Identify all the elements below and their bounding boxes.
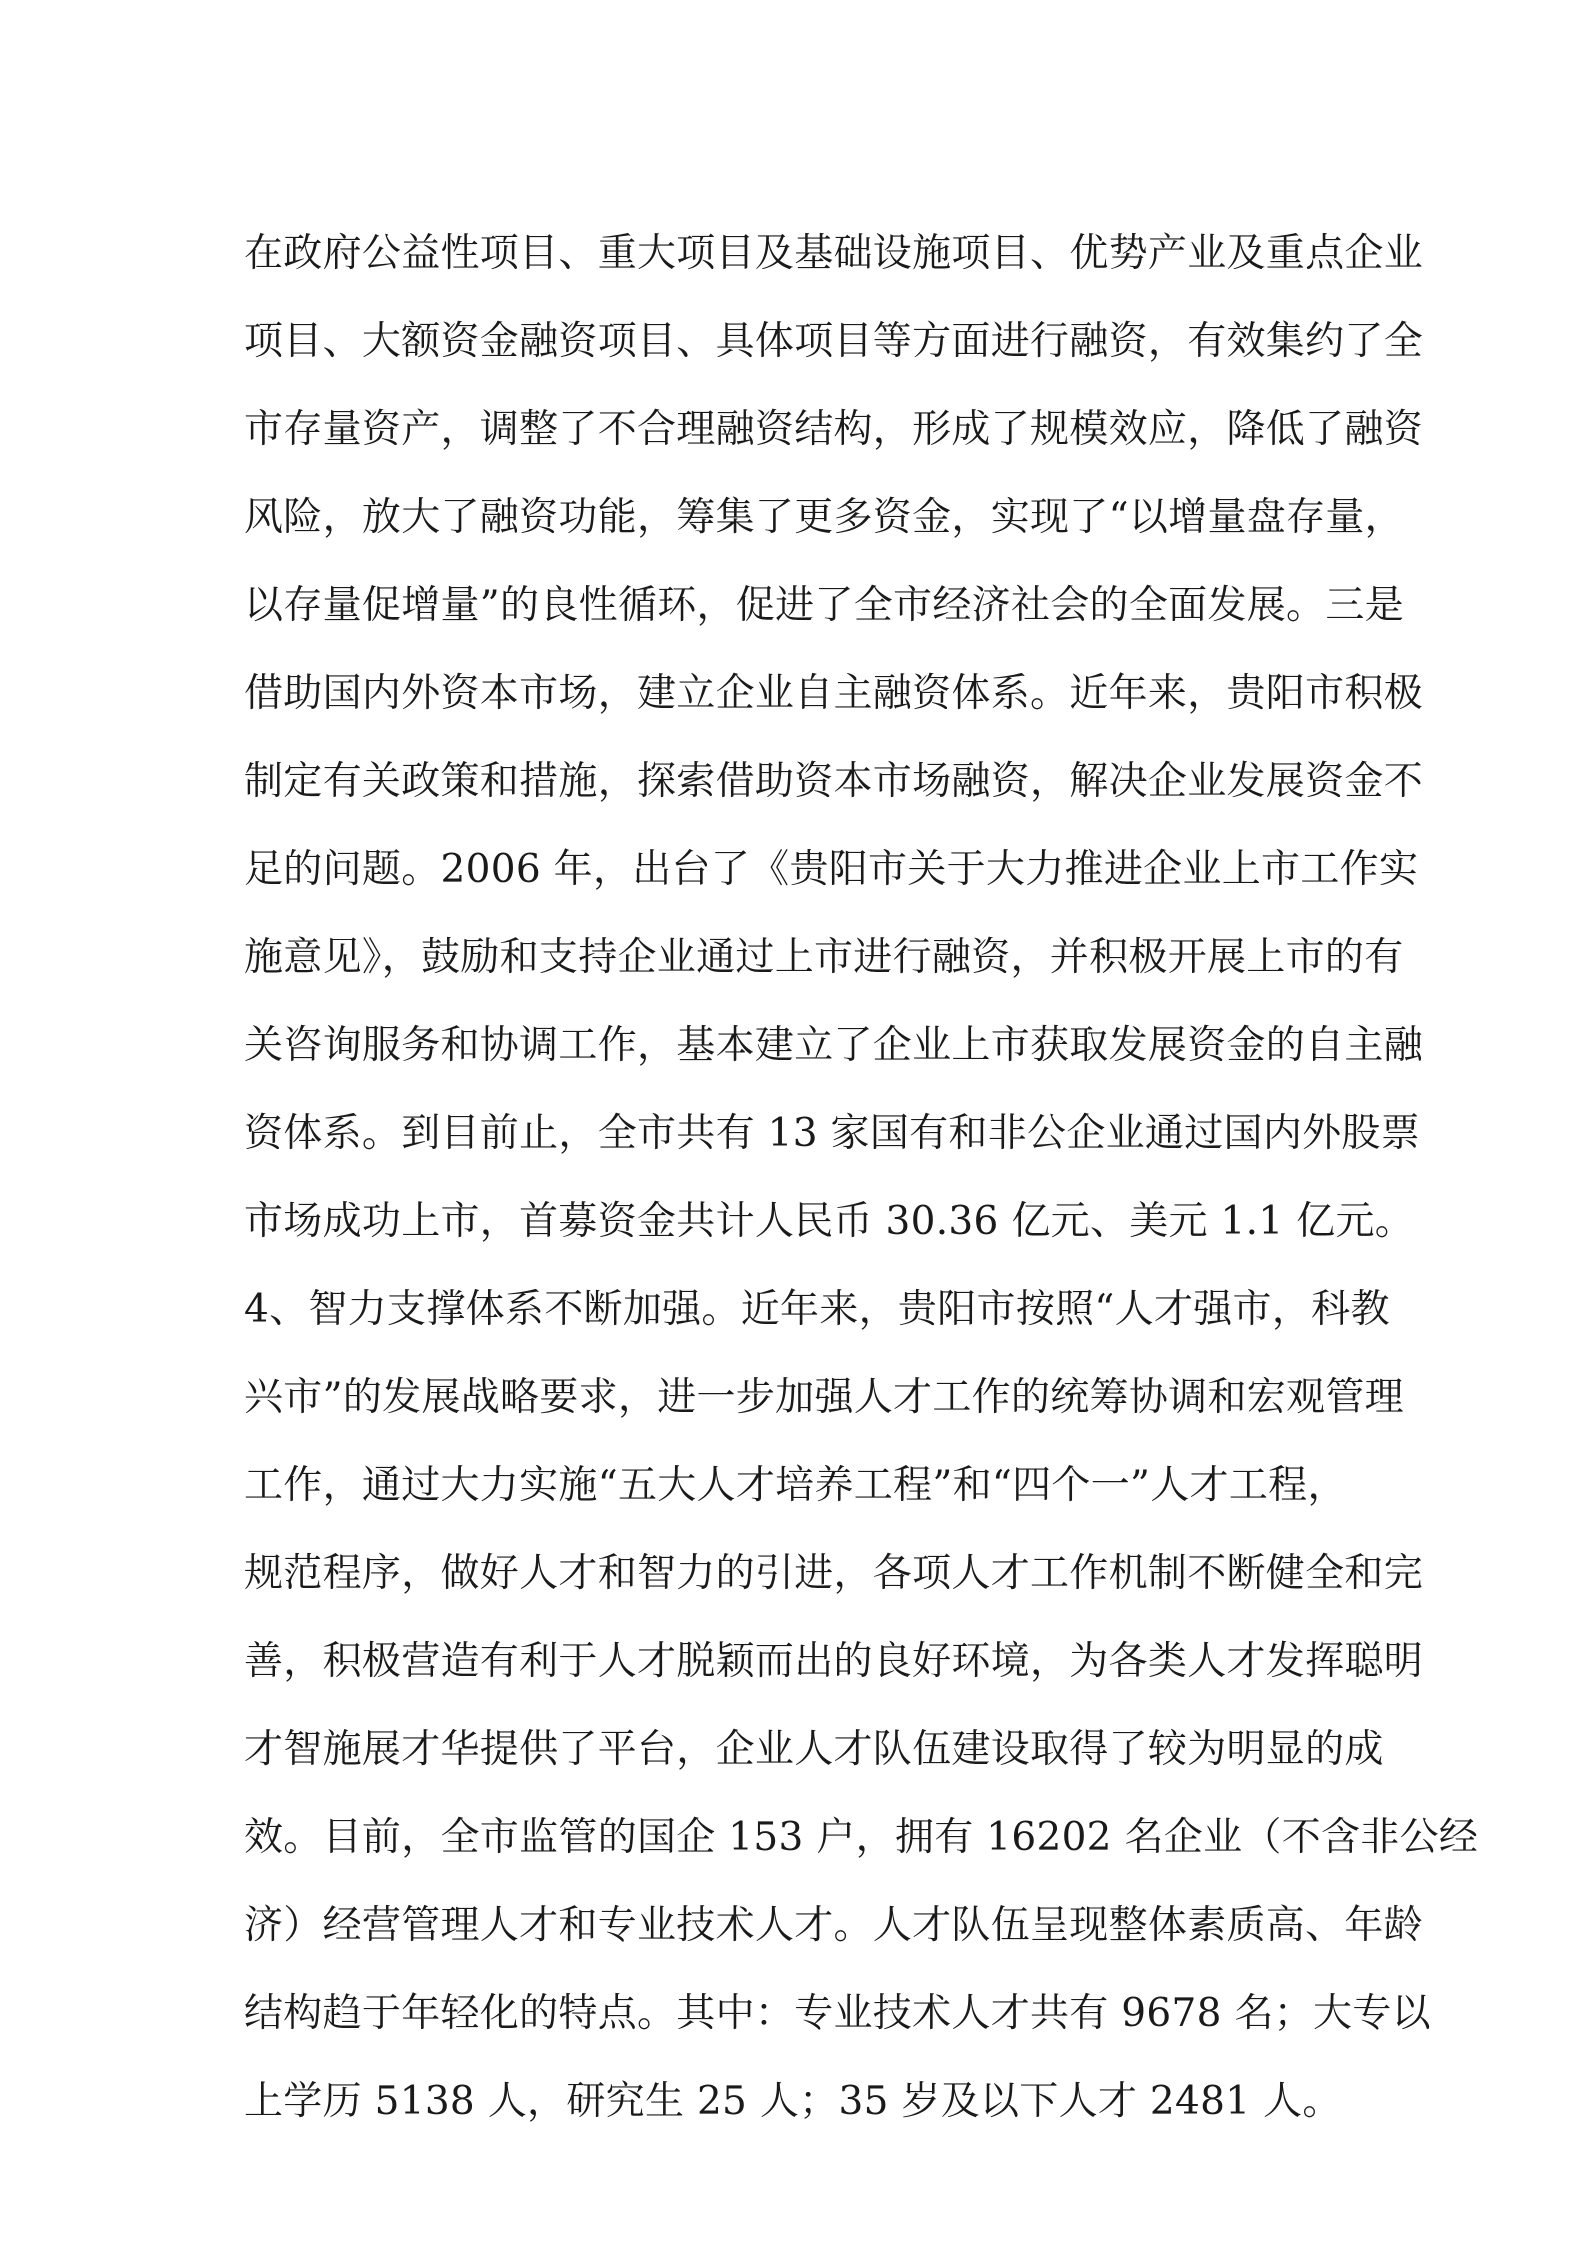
text-line-5: 以存量促增量”的良性循环，促进了全市经济社会的全面发展。三是 <box>244 583 1404 628</box>
text-line-20: 济）经营管理人才和专业技术人才。人才队伍呈现整体素质高、年龄 <box>244 1903 1424 1948</box>
text-line-10: 关咨询服务和协调工作，基本建立了企业上市获取发展资金的自主融 <box>244 1023 1424 1068</box>
text-line-19: 效。目前，全市监管的国企 153 户，拥有 16202 名企业（不含非公经 <box>244 1815 1479 1860</box>
text-line-7: 制定有关政策和措施，探索借助资本市场融资，解决企业发展资金不 <box>244 759 1424 804</box>
text-line-8: 足的问题。2006 年，出台了《贵阳市关于大力推进企业上市工作实 <box>244 847 1419 892</box>
text-line-15: 工作，通过大力实施“五大人才培养工程”和“四个一”人才工程， <box>244 1463 1347 1508</box>
text-line-12: 市场成功上市，首募资金共计人民币 30.36 亿元、美元 1.1 亿元。 <box>244 1199 1415 1244</box>
text-line-2: 项目、大额资金融资项目、具体项目等方面进行融资，有效集约了全 <box>244 319 1424 364</box>
text-line-13: 4、智力支撑体系不断加强。近年来，贵阳市按照“人才强市，科教 <box>244 1287 1390 1332</box>
text-line-17: 善，积极营造有利于人才脱颖而出的良好环境，为各类人才发挥聪明 <box>244 1639 1424 1684</box>
text-line-11: 资体系。到目前止，全市共有 13 家国有和非公企业通过国内外股票 <box>244 1111 1421 1156</box>
text-line-16: 规范程序，做好人才和智力的引进，各项人才工作机制不断健全和完 <box>244 1551 1424 1596</box>
text-line-14: 兴市”的发展战略要求，进一步加强人才工作的统筹协调和宏观管理 <box>244 1375 1404 1420</box>
text-line-9: 施意见》，鼓励和支持企业通过上市进行融资，并积极开展上市的有 <box>244 935 1404 980</box>
text-line-6: 借助国内外资本市场，建立企业自主融资体系。近年来，贵阳市积极 <box>244 671 1424 716</box>
text-line-21: 结构趋于年轻化的特点。其中：专业技术人才共有 9678 名；大专以 <box>244 1991 1431 2036</box>
text-line-1: 在政府公益性项目、重大项目及基础设施项目、优势产业及重点企业 <box>244 231 1424 276</box>
text-line-22: 上学历 5138 人，研究生 25 人；35 岁及以下人才 2481 人。 <box>244 2079 1342 2124</box>
body-text <box>244 210 1479 2146</box>
text-line-3: 市存量资产，调整了不合理融资结构，形成了规模效应，降低了融资 <box>244 407 1424 452</box>
text-line-18: 才智施展才华提供了平台，企业人才队伍建设取得了较为明显的成 <box>244 1727 1384 1772</box>
text-line-4: 风险，放大了融资功能，筹集了更多资金，实现了“以增量盘存量， <box>244 495 1404 540</box>
